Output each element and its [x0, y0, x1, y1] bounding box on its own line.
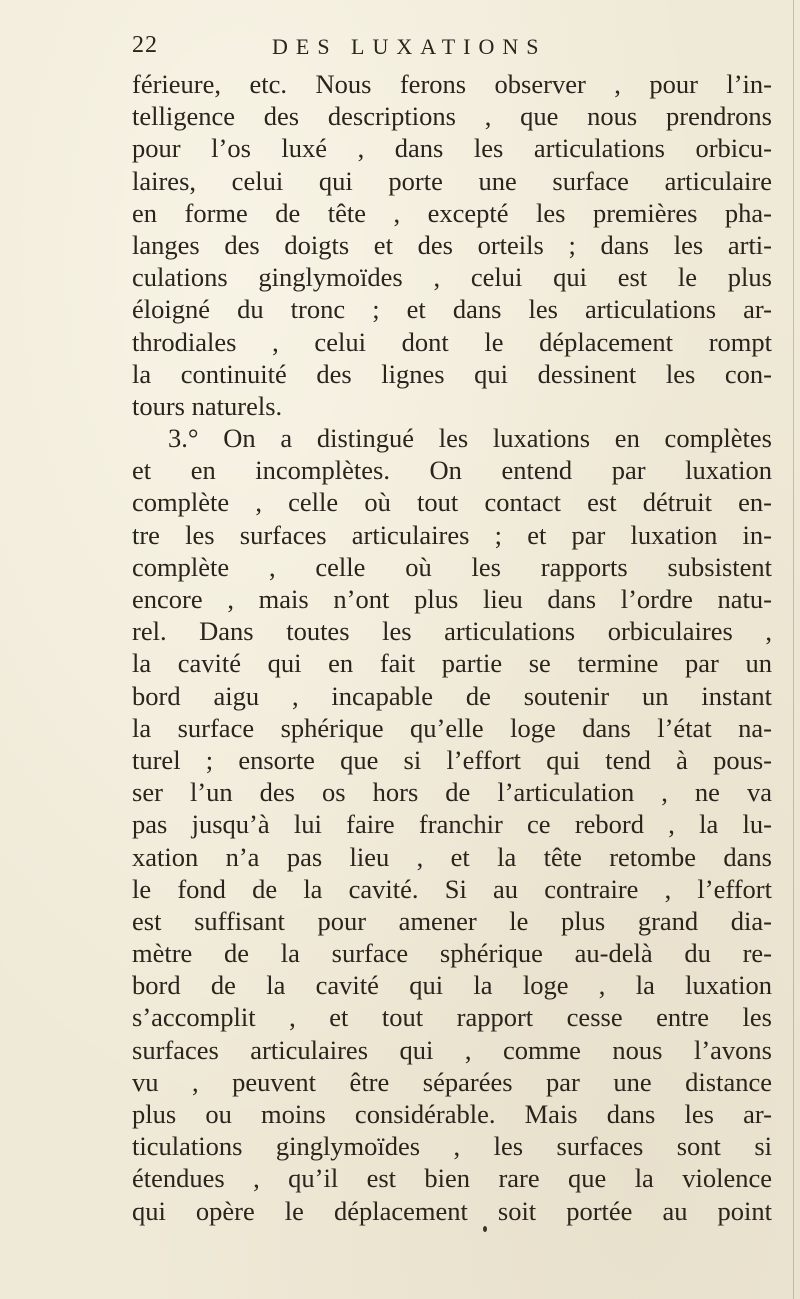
text-line: éloigné du tronc ; et dans les articulations ar- [132, 294, 772, 325]
ink-speck [483, 1226, 487, 1232]
body-text [132, 68, 772, 1227]
text-line: culations ginglymoïdes , celui qui est le plus [132, 262, 772, 293]
text-line: complète , celle où tout contact est détruit en- [132, 487, 772, 518]
text-line: en forme de tête , excepté les premières pha- [132, 197, 772, 228]
text-line: xation n’a pas lieu , et la tête retombe dans [132, 841, 772, 872]
text-line: telligence des descriptions , que nous prendrons [132, 101, 772, 132]
text-line: encore , mais n’ont plus lieu dans l’ordre natu- [132, 584, 772, 614]
text-line: tours naturels. [132, 390, 283, 421]
text-line: complète , celle où les rapports subsistent [132, 551, 772, 582]
text-line: et en incomplètes. On entend par luxation [132, 455, 772, 486]
text-line: la surface sphérique qu’elle loge dans l’état na- [132, 712, 772, 743]
paragraph-start-line: 3.° On a distingué les luxations en complètes [168, 423, 772, 454]
text-line: surfaces articulaires qui , comme nous l’avons [132, 1034, 772, 1065]
text-line: langes des doigts et des orteils ; dans les arti- [132, 229, 772, 260]
text-line: le fond de la cavité. Si au contraire , l’effort [132, 873, 772, 904]
text-line: pas jusqu’à lui faire franchir ce rebord , la lu- [132, 809, 772, 840]
text-line: férieure, etc. Nous ferons observer , pour l’in- [132, 69, 772, 99]
page-number: 22 [132, 32, 158, 58]
text-line: bord de la cavité qui la loge , la luxation [132, 970, 772, 1001]
text-line: rel. Dans toutes les articulations orbiculaires , [132, 616, 772, 647]
text-line: laires, celui qui porte une surface articulaire [132, 165, 772, 196]
text-line: étendues , qu’il est bien rare que la violence [132, 1163, 772, 1194]
text-line: la cavité qui en fait partie se termine par un [132, 648, 772, 679]
running-title: DES LUXATIONS [272, 34, 547, 59]
page-edge [793, 0, 794, 1299]
text-line: bord aigu , incapable de soutenir un instant [132, 680, 772, 711]
text-line: plus ou moins considérable. Mais dans les ar- [132, 1099, 772, 1129]
text-line: tre les surfaces articulaires ; et par luxation in- [132, 519, 772, 550]
text-line: qui opère le déplacement soit portée au point [132, 1195, 772, 1226]
running-head [132, 32, 692, 66]
text-line: pour l’os luxé , dans les articulations orbicu- [132, 133, 772, 164]
text-line: la continuité des lignes qui dessinent les con- [132, 358, 772, 389]
text-line: mètre de la surface sphérique au-delà du re- [132, 938, 772, 969]
text-line: turel ; ensorte que si l’effort qui tend à pous- [132, 744, 772, 775]
text-line: ticulations ginglymoïdes , les surfaces sont si [132, 1131, 772, 1162]
text-line: est suffisant pour amener le plus grand dia- [132, 905, 772, 936]
text-line: s’accomplit , et tout rapport cesse entre les [132, 1002, 772, 1033]
text-line: vu , peuvent être séparées par une distance [132, 1066, 772, 1097]
text-line: throdiales , celui dont le déplacement rompt [132, 326, 772, 357]
text-line: ser l’un des os hors de l’articulation , ne va [132, 777, 772, 808]
